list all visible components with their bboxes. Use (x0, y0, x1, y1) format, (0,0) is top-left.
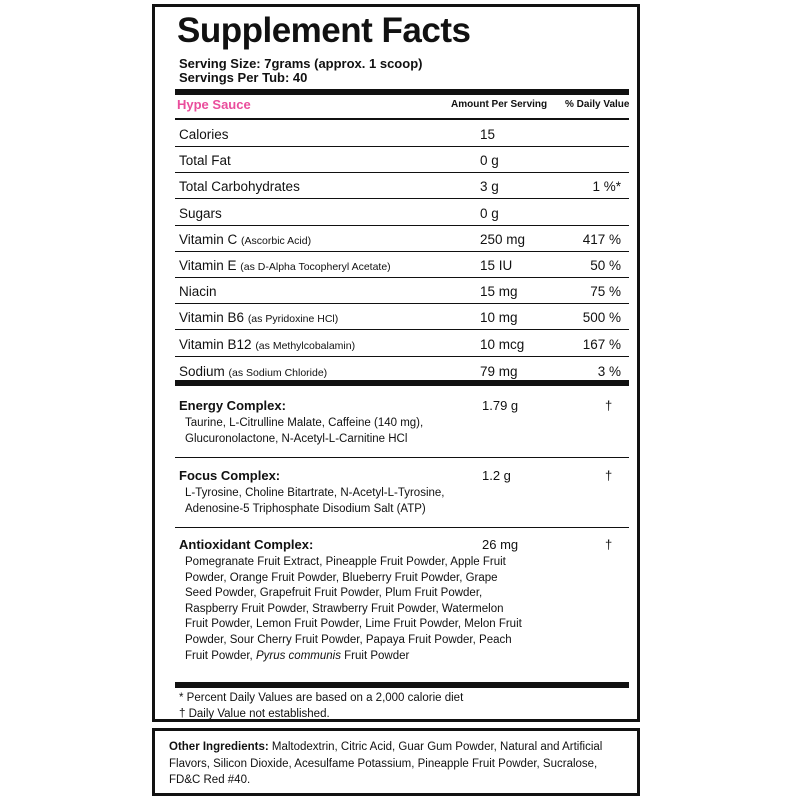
nutrient-label: Niacin (179, 284, 217, 300)
complex-name: Focus Complex: (179, 468, 281, 483)
nutrient-amount: 0 g (480, 153, 499, 169)
ingredients-italic: Pyrus communis (255, 649, 341, 662)
nutrient-dv: 3 % (597, 363, 621, 379)
nutrient-detail: (as Methylcobalamin) (255, 339, 356, 352)
nutrient-row (175, 252, 629, 278)
servings-per-container: Servings Per Tub: 40 (179, 70, 308, 85)
dv-header: % Daily Value (565, 99, 630, 110)
nutrient-label: Vitamin B12 (179, 336, 252, 352)
nutrient-row (175, 121, 629, 147)
nutrient-amount: 3 g (480, 179, 499, 195)
supplement-facts-panel (152, 4, 640, 722)
nutrient-detail: (as Sodium Chloride) (228, 366, 328, 379)
nutrient-amount: 15 mg (480, 284, 518, 300)
complex-amount: 26 mg (482, 537, 519, 552)
complex-ingredients: L-Tyrosine, Choline Bitartrate, N-Acetyl-L-Tyrosine, Adenosine-5 Triphosphate Disodium Salt (ATP) (185, 487, 445, 515)
other-ingredients-text: Maltodextrin, Citric Acid, Guar Gum Powder, Natural and Artificial Flavors, Silicon Dioxide, Acesulfame Potassium, Pineapple Fruit Powder, Sucralose, FD&C Red #40. (169, 741, 603, 786)
header-divider (175, 118, 629, 120)
complex-dv: † (605, 398, 613, 413)
ingredients-text: Pomegranate Fruit Extract, Pineapple Fruit Powder, Apple Fruit Powder, Orange Fruit Powder, Blueberry Fruit Powder, Grape Seed Powder, Grapefruit Fruit Powder, Plum Fruit Powder, Raspberry Fruit Powder, Strawberry Fruit Powder, Watermelon Fruit Powder, Lemon Fruit Powder, Lime Fruit Powder, Melon Fruit Powder, Sour Cherry Fruit Powder, Papaya Fruit Powder, Peach Fruit Powder, (185, 556, 522, 662)
nutrient-amount: 250 mg (480, 231, 526, 247)
nutrient-label: Vitamin B6 (179, 310, 245, 326)
nutrient-dv: 75 % (590, 284, 621, 300)
product-name: Hype Sauce (177, 97, 251, 112)
thick-divider (175, 89, 629, 95)
nutrient-name (179, 364, 327, 379)
nutrient-dv: 1 %* (592, 179, 621, 195)
nutrient-name (179, 232, 311, 247)
thick-divider (175, 380, 629, 386)
nutrient-name (179, 258, 391, 273)
nutrient-name (179, 179, 300, 194)
energy-complex (175, 392, 629, 458)
nutrient-name (179, 310, 338, 325)
nutrient-row (175, 226, 629, 252)
nutrient-name (179, 153, 231, 168)
serving-size: Serving Size: 7grams (approx. 1 scoop) (179, 56, 423, 71)
thick-divider (175, 682, 629, 688)
nutrient-dv: 500 % (582, 310, 621, 326)
focus-complex (175, 462, 629, 528)
nutrient-label: Vitamin C (179, 231, 238, 247)
complex-ingredients (185, 555, 525, 664)
nutrient-amount: 15 IU (480, 258, 513, 273)
nutrient-name (179, 206, 222, 221)
nutrient-label: Sodium (179, 363, 225, 379)
other-ingredients (169, 739, 629, 789)
nutrient-amount: 0 g (480, 205, 499, 221)
nutrient-amount: 79 mg (480, 363, 518, 379)
panel-title: Supplement Facts (177, 11, 471, 50)
nutrient-detail: (as Pyridoxine HCl) (247, 313, 339, 326)
nutrient-detail: (as D-Alpha Tocopheryl Acetate) (240, 261, 391, 273)
complex-name: Energy Complex: (179, 398, 286, 413)
nutrient-row (175, 304, 629, 330)
nutrient-amount: 10 mcg (480, 336, 525, 352)
nutrient-row (175, 278, 629, 304)
complex-amount: 1.2 g (482, 468, 511, 483)
complex-dv: † (605, 468, 613, 483)
complex-dv: † (605, 537, 613, 552)
nutrient-label: Total Carbohydrates (179, 179, 300, 195)
nutrient-dv: 167 % (582, 336, 621, 352)
nutrient-row (175, 357, 629, 383)
complex-amount: 1.79 g (482, 398, 519, 413)
nutrient-dv: 417 % (582, 231, 621, 247)
complex-ingredients: Taurine, L-Citrulline Malate, Caffeine (140 mg), Glucuronolactone, N-Acetyl-L-Carnitine HCl (185, 417, 424, 445)
footnote-dagger: † Daily Value not established. (179, 708, 330, 720)
nutrient-label: Sugars (179, 205, 222, 221)
nutrient-row (175, 147, 629, 173)
nutrient-dv: 50 % (590, 258, 621, 273)
nutrient-name (179, 337, 355, 352)
footnote-percent: * Percent Daily Values are based on a 2,000 calorie diet (179, 692, 464, 704)
ingredients-tail: Fruit Powder (344, 649, 410, 662)
nutrient-row (175, 173, 629, 199)
nutrient-name (179, 284, 217, 299)
amount-header: Amount Per Serving (451, 99, 548, 110)
nutrient-name (179, 127, 229, 142)
nutrient-label: Vitamin E (179, 258, 237, 273)
nutrient-amount: 15 (480, 127, 496, 142)
nutrient-row (175, 200, 629, 226)
antioxidant-complex (175, 531, 629, 679)
nutrient-label: Total Fat (179, 153, 231, 169)
nutrient-row (175, 331, 629, 357)
nutrient-detail: (Ascorbic Acid) (241, 234, 312, 247)
other-ingredients-label: Other Ingredients: (169, 741, 269, 753)
nutrient-label: Calories (179, 127, 229, 142)
complex-name: Antioxidant Complex: (179, 537, 314, 552)
other-ingredients-panel (152, 728, 640, 796)
nutrient-amount: 10 mg (480, 310, 518, 326)
